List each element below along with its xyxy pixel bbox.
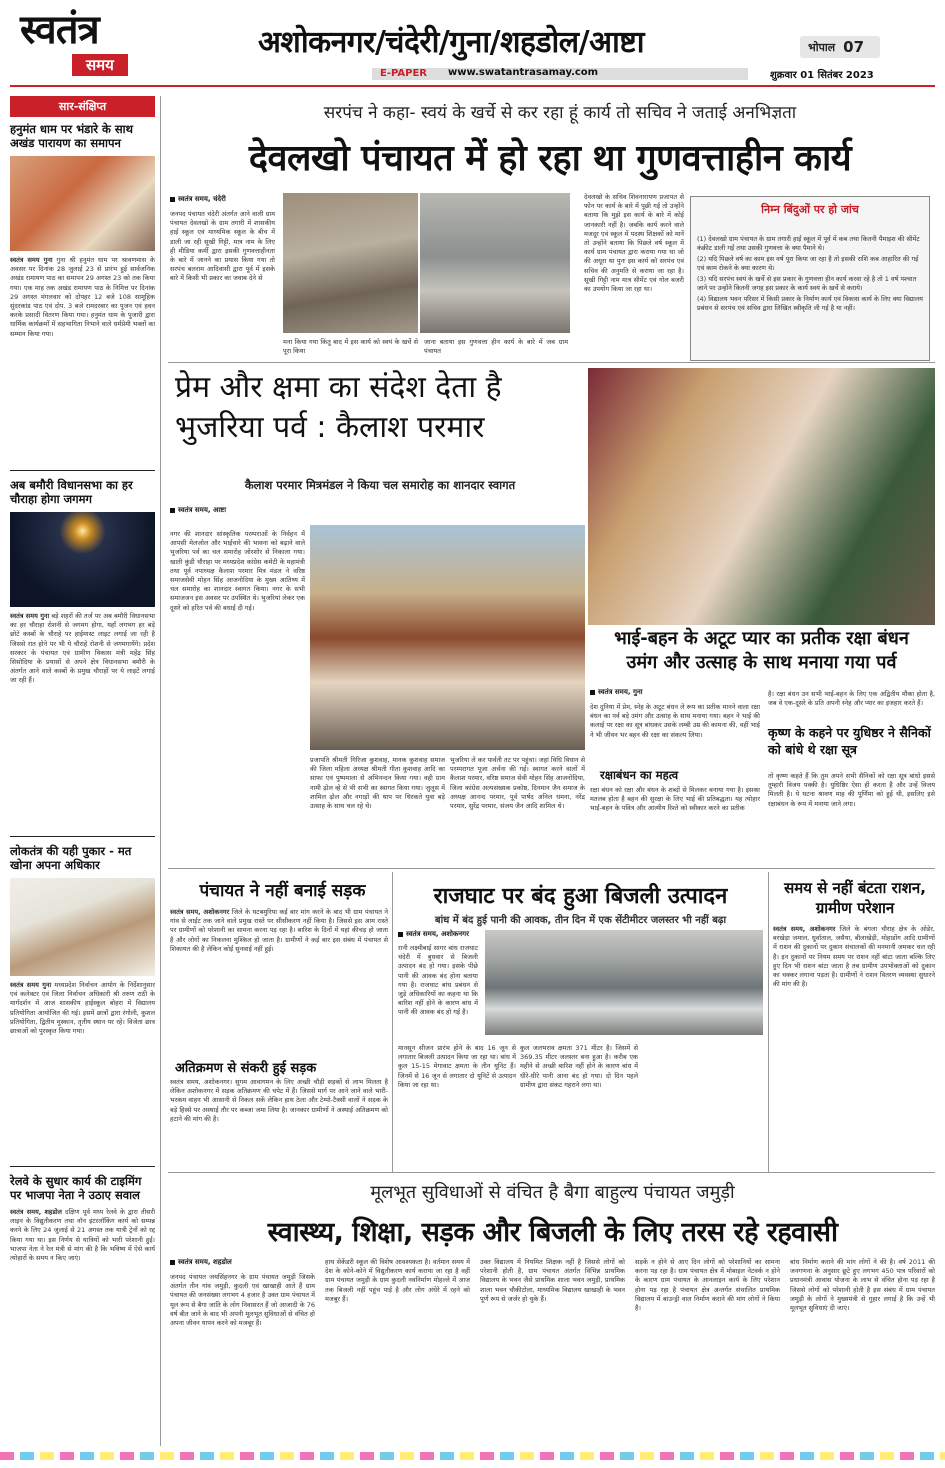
sidebar-divider xyxy=(10,470,155,471)
story2-headline-line2: भुजरिया पर्व : कैलाश परमार xyxy=(175,410,485,445)
story7-byline xyxy=(170,1258,232,1267)
epaper-label: E-PAPER xyxy=(380,68,427,79)
sidebar-item-byline: स्वतंत्र समय गुना xyxy=(10,256,53,264)
sidebar-item-text: मध्यप्रदेश निर्वाचन आयोग के निर्देशानुसार एवं कलेक्टर एवं जिला निर्वाचन अधिकारी श्री तरुण राठी के मार्गदर्शन में आज शासकीय हाईस्कूल बोहरा में विद्यालय प्रतियोगिता आयोजित की गई। इसमें छात्रों द्वारा रंगोली, कुशल प्रतियोगिता, द्वितीय मुस्कान, तृतीय स्थान पर रहे। विजेता छात्र छात्राओं को पुरस्कृत किया गया। xyxy=(10,981,155,1036)
story7-col4: सड़कें न होने से आए दिन लोगों को परेशानियों का सामना करना पड़ रहा है। ग्राम पंचायत क्षेत्र में मोबाइल नेटवर्क न होने के कारण ग्राम पंचायत के आनलाइन कार्य के लिए परेशान होना पड़ रहा है पंचायत क्षेत्र अन्तर्गत संचालित प्राथमिक विद्यालय में बाउन्ड्री वाल निर्माण कराने की मांग लोगों ने किया है। xyxy=(635,1258,780,1313)
sidebar-item xyxy=(10,122,155,338)
sidebar-header: सार-संक्षिप्त xyxy=(10,96,155,117)
story2-col2: प्रजापति श्रीमती गिरिजा कुशवाह, मानक कुशवाह समाज की जिला महिला अध्यक्ष श्रीमती गीता कुशवाह आदि का साफा एवं पुष्पमाला से अभिनन्दन किया गया। वही ग्राम नामी ढ़ोल व्हे से भी सभी का स्वागत किया गया। जुलूस में शामिल ढ़ोल और नगाड़ों की थाप पर थिरकते युवा बड़े उत्साह के साथ चल रहे थे। xyxy=(310,756,445,811)
sidebar-item-headline[interactable]: लोकतंत्र की यही पुकार - मत खोना अपना अधिकार xyxy=(10,844,132,872)
page-number: 07 xyxy=(843,38,865,56)
story1-col4: देवलखो के सचिव शिवनारायण प्रजापत से फोन पर कार्य के बारे में पूछी गई तो उन्होंने बताया कि मुझे इस कार्य के बारे में कोई जानकारी नहीं है। जबकि कार्य करने वाले मजदूर एवं स्कूल में पदस्थ शिक्षकों को मानें तो उन्होंने बताया कि पिछले वर्ष स्कूल में कार्य ग्राम पंचायत द्वारा कराया गया था जो की अधूरा था पुनः इस कार्य को सरपंच एवं सचिव की अनुमति से कराया जा रहा है। सूखी गिट्टी नाम मात्र सीमेंट एवं गोल बजरी का उपयोग किया जा रहा था। xyxy=(584,193,684,294)
rakhi-family-photo xyxy=(588,368,935,625)
inquiry-box-title: निम्न बिंदुओं पर हो जांच xyxy=(761,203,859,216)
story3-headline-line1: भाई-बहन के अटूट प्यार का प्रतीक रक्षा बंधन xyxy=(614,628,909,649)
sidebar-divider xyxy=(10,1166,155,1167)
story6-body-text: जिले के बंगला चौराह क्षेत्र के ओडेर, बरखेड़ा जमाल, धुर्वाताल, जसैया, बीलाखेड़ी, मोहाडोंग आदि ग्रामीणों में राशन की दुकानों पर दुकान संचालकों की मनमानी जमकर चल रही है। इन दुकानों पर नियम समय पर राशन नहीं बांटा जाता बल्कि लिए हुए दिन भी राशन बांटा जाता है तब ग्रामीण उपभोक्ताओं को दुकान का चक्कर लगाना पड़ता है। ग्रामीणों ने राशन वितरण व्यवस्था सुधारने की मांग की है। xyxy=(773,925,935,989)
story3-col2: है। रक्षा बंधन उन सभी भाई-बहन के लिए एक अद्वितीय मौका होता है, जब वे एक-दूसरे के प्रति अपनी स्नेह और प्यार का इजहार करते हैं। xyxy=(768,690,935,708)
story3-col1b: रक्षा बंधन को रक्षा और बंधन के शब्दों से मिलकर बनाया गया है। इसका मतलब होता है बहन की सुरक्षा के लिए भाई की प्रतिबद्धता। यह त्योहार भाई-बहन के पवित्र और आत्मीय रिश्ते को स्वीकार करने का प्रतीक xyxy=(590,786,760,813)
logo[interactable] xyxy=(20,8,160,86)
row3-bottom-rule xyxy=(168,1172,935,1173)
story7-kicker: मूलभूत सुविधाओं से वंचित है बैगा बाहुल्य पंचायत जमुड़ी xyxy=(370,1182,735,1203)
bhujariya-procession-photo xyxy=(310,525,585,750)
story2-deck: कैलाश परमार मित्रमंडल ने किया चल समारोह का शानदार स्वागत xyxy=(244,478,516,492)
story3-subhead: रक्षाबंधन का महत्व xyxy=(600,768,679,782)
story5-column-rule xyxy=(768,872,769,1172)
byline-marker-icon xyxy=(170,197,175,202)
inquiry-point: (2) यदि पिछले वर्ष का काम इस वर्ष पूरा किया जा रहा है तो इसकी राशि कब आहारित की गई एवं काम रोकने के क्या कारण थे। xyxy=(697,255,919,272)
byline-marker-icon xyxy=(590,690,595,695)
story5-col1: रानी लक्ष्मीबाई सागर बांध राजघाट चंदेरी में बुधवार से बिजली उत्पादन बंद हो गया। इसके पीछे पानी की आवक बंद होना बताया गया है। राजघाट बांध प्रबंधन से जुड़े अधिकारियों का कहना था कि बारिश नहीं होने के कारण बांध में पानी की आवक बंद हो गई है। xyxy=(398,944,478,1017)
story3-headline-line2: उमंग और उत्साह के साथ मनाया गया पर्व xyxy=(626,652,897,673)
byline-text: स्वतंत्र समय, शहडोल xyxy=(178,1258,232,1266)
story7-col3: उक्त विद्यालय में नियमित शिक्षक नहीं है जिससे लोगों को परेशानी होती है, ग्राम पंचायत अंतर्गत विभिन्न प्राथमिक विद्यालय के भवन जैसे प्राथमिक शाला भवन जमुड़ी, प्राथमिक शाला भवन चौकीटोला, माध्यमिक विद्यालय खाखाही के भवन पूर्ण रूप से जर्जर हो चुके हैं। xyxy=(480,1258,625,1303)
inquiry-points-box xyxy=(690,196,930,361)
story2-headline[interactable] xyxy=(175,368,580,448)
sidebar-item-byline: स्वतंत्र समय गुना xyxy=(10,981,52,989)
inquiry-point: (3) यदि सरपंच स्वयं के खर्चे से इस प्रकार के गुणवत्ता हीन कार्य करवा रहे है तो 1 वर्ष पश्चात जाने पर उन्होंने कितनी जगह इस प्रकार के कार्य स्वयं के खर्चे से कराये। xyxy=(697,275,917,292)
byline-marker-icon xyxy=(170,1260,175,1265)
story5-col2: मानसून सीजन प्रारंभ होने के बाद 16 जून से लगातार बिजली उत्पादन किया जा रहा था। बांध में कुल 15-15 मेगावाट क्षमता के तीन यूनिट हैं। जिनमें से 16 जून से लगातार दो यूनिटें से उत्पादन किया जा रहा था। xyxy=(398,1044,516,1089)
story4-headline[interactable]: पंचायत ने नहीं बनाई सड़क xyxy=(199,881,366,901)
story2-col3: भुजरिया ले कर पार्वती तट पर पहुंचा। जहां विधि विधान से परम्परागत पूजा अर्चना की गई। स्वागत करने वालों में कैलाश परमार, वरिष्ठ समाज सेवी मोहन सिंह आजनोदिया, जिला कांग्रेस अल्पसंख्यक प्रकोष्ठ, दिनमान जैन समाज के अध्यक्ष आनन्द परमार, पूर्व पार्षद अनिल धमना, नरेंद्र परमार, सुरेंद्र परमार, संजय जैन आदि शामिल थे। xyxy=(450,756,585,811)
story5-headline[interactable]: राजघाट पर बंद हुआ बिजली उत्पादन xyxy=(433,884,728,909)
story3-col1: देश दुनिया में प्रेम, स्नेह के अटूट बंधन ले रूप का प्रतीक मानने वाला रक्षा बंधन का पर्व बड़े उमंग और उत्साह के साथ मनाया गया। बहन ने भाई की कलाई पर रक्षा का सूत्र बांधकर उसके लम्बी उम्र की कामना की, वहीं भाई ने भी जीवन भर बहन की रक्षा का संकल्प लिया। xyxy=(590,703,760,739)
sidebar-item xyxy=(10,844,155,1036)
sidebar-item-headline[interactable]: अब बमौरी विधानसभा का हर चौराहा होगा जगमग xyxy=(10,478,133,506)
story3-byline xyxy=(590,688,643,697)
story6-body xyxy=(773,925,935,1165)
story1-byline xyxy=(170,195,226,204)
masthead xyxy=(0,0,945,92)
story5-col4 xyxy=(642,1044,763,1166)
temple-gathering-photo xyxy=(10,156,155,251)
byline-text: स्वतंत्र समय, आष्टा xyxy=(178,506,227,514)
rajghat-dam-photo xyxy=(485,930,763,1035)
story3-col2b: तो कृष्ण कहते हैं कि तुम अपने सभी सैनिकों को रक्षा सूत्र बांधो इससे तुम्हारी विजय पक्की है। युधिष्ठिर ऐसा ही करता है और उन्हें विजय मिलती है। ये घटना श्रावण माह की पूर्णिमा को हुई थी, इसलिए इसे रक्षाबंधन के रूप में मनाया जाने लगा। xyxy=(768,772,935,808)
sidebar-item-body xyxy=(10,981,155,1161)
sidebar-item-headline[interactable]: रेलवे के सुधार कार्य की टाइमिंग पर भाजपा नेता ने उठाए सवाल xyxy=(10,1174,142,1202)
story4-body2: स्वतंत्र समय, अशोकनगर। सुगम आवागमन के लिए अच्छी चौड़ी सड़कों से लाभ मिलता है लेकिन अशोकनगर में सड़क अतिक्रमण की चपेट में हैं। जिससे मार्ग पर आने जाने वाले भारी-भरकम वाहन भी आसानी से निकल सकें लेकिन हाथ ठेला और टेम्पो-टैक्सी वालों ने सड़क के बड़े हिस्से पर अस्थाई तौर पर कब्जा जमा लिया है। जानकार ग्रामीणों ने अस्थाई अतिक्रमण को हटाने की मांग की है। xyxy=(170,1078,388,1123)
inquiry-point: (4) विद्यालय भवन परिसर में किसी प्रकार के निर्माण कार्य एवं विकास कार्य के लिए क्या विद्यालय प्रबंधन से सरपंच एवं सचिव द्वारा लिखित स्वीकृति ली गई है या नहीं। xyxy=(697,295,923,312)
sidebar-column-rule xyxy=(160,96,161,1446)
sidebar-item-byline: स्वतंत्र समय गुना xyxy=(10,612,50,620)
sidebar-item-byline: स्वतंत्र समय, शहडोल xyxy=(10,1208,62,1216)
sidebar-item xyxy=(10,1174,155,1263)
story2-byline xyxy=(170,506,226,515)
story4-byline: स्वतंत्र समय, अशोकनगर xyxy=(170,908,230,916)
sidebar-item-text: बड़े शहरों की तर्ज पर अब बमौरी विधानसभा का हर चौराहा रोशनी से जगमग होगा, यहाँ लगभग हर बड़े छोटे कस्बों के चौराहे पर हाईमास्ट लाइट लगाई जा रही है जिससे रात होने पर भी ये चौराहे रोशनी से जगमगायेंगे। प्रदेश सरकार के पंचायत एवं ग्रामीण विकास मंत्री महेंद्र सिंह सिसोदिया के प्रयासों से अपने क्षेत्र विधानसभा बमौरी के अंतर्गत आने वाले कस्बों के प्रमुख चौराहों पर ये लाइटें लगाई जा रही हैं। xyxy=(10,612,155,685)
students-rangoli-photo xyxy=(10,878,155,976)
story4-body xyxy=(170,908,388,1053)
story1-bottom-rule xyxy=(168,362,935,363)
story1-col1: जनपद पंचायत चंदेरी अंतर्गत आने वाली ग्राम पंचायत देवलखो के ग्राम तगारी में शासकीय हाई स्कूल एवं माध्यमिक स्कूल के बीच में डाली जा रही सूखी गिट्टी, मात्र नाम के लिए ही मीडिया कर्मी द्वारा इसकी गुणवत्ताहीनता के बारे में जानने का प्रयास किया गया तो सरपंच बलराम आदिवासी द्वारा पूर्व में इसके बारे में किसी भी प्रकार का जवाब देने से xyxy=(170,210,275,283)
byline-marker-icon xyxy=(170,508,175,513)
logo-bottom: समय xyxy=(72,54,128,76)
byline-marker-icon xyxy=(398,932,403,937)
inquiry-point: (1) देवलखो ग्राम पंचायत के ग्राम तगारी हाई स्कूल में पूर्व में कब तथा कितनी पैमाइश की सीमेंट कंक्रीट डाली गई तथा उसकी गुणवत्ता के क्या पैमाने थे। xyxy=(697,235,920,252)
page-number-box xyxy=(800,36,880,58)
construction-photo-1 xyxy=(283,193,418,333)
masthead-rule xyxy=(10,85,935,87)
sidebar-item xyxy=(10,478,155,685)
sidebar-item-text: गुना श्री हनुमंत धाम पर श्रावणमास के अवसर पर दिनांक 28 जुलाई 23 से प्रारंभ हुई सार्वजनिक अखंड रामायण पाठ का समापन 29 अगस्त 23 को तक किया गया। एक माह तक अखंड रामायण पाठ के निमित्त पर दिनांक 29 अगस्त मंगलवार को दोपहर 12 बजे 108 सामूहिक सुंदरकांड पाठ एवं दोप. 3 बजे रामदरबार का पूजन एवं हवन करके प्रसादी वितरण किया गया। हनुमंत धाम के पुजारी द्वारा धार्मिक कार्यक्रमों में सहभागिता निभाने वाले धर्मप्रेमी भक्तों का सम्मान किया गया। xyxy=(10,256,155,338)
construction-photo-2 xyxy=(420,193,570,333)
story6-headline[interactable]: समय से नहीं बंटता राशन, ग्रामीण परेशान xyxy=(784,879,926,917)
row2-bottom-rule xyxy=(168,868,935,869)
story1-photo-caption-2: जाना बताया इस गुणवत्ता हीन कार्य के बारे में जब ग्राम पंचायत xyxy=(424,338,568,355)
story7-col1: जनपद पंचायत जयसिंहनगर के ग्राम पंचायत जमुड़ी जिसके अंतर्गत तीन गांव जमुड़ी, कुदली एवं खाखाही आते हैं ग्राम पंचायत की जनसंख्या लगभग 4 हजार है उक्त ग्राम पंचायत में मूल रूप से बैगा जाति के लोग निवासरत हैं जो आजादी के 76 वर्ष बीत जाने के बाद भी अपनी मूलभूत सुविधाओं से वंचित हो अपना जीवन यापन करने को मजबूर हैं। xyxy=(170,1273,315,1328)
story1-kicker: सरपंच ने कहा- स्वयं के खर्चे से कर रहा हूं कार्य तो सचिव ने जताई अनभिज्ञता xyxy=(323,103,797,123)
story7-col5: बांध निर्माण कराने की मांग लोगों ने की है। वर्ष 2011 की जनगणना के अनुसार छूटे हुए लगभग 450 पात्र परिवारों को प्रधानमंत्री आवास योजना के लाभ से वंचित होना पड़ रहा है जिससे लोगों को परेशानी होती है इस संबंध में ग्राम पंचायत जमुड़ी के लोगों ने मुख्यमंत्री से गुहार लगाई है कि उन्हें भी मूलभूत सुविधाएं दी जाएं। xyxy=(790,1258,935,1313)
story7-headline[interactable]: स्वास्थ्य, शिक्षा, सड़क और बिजली के लिए तरस रहे रहवासी xyxy=(267,1217,838,1248)
logo-top: स्वतंत्र xyxy=(20,6,99,53)
edition-title: अशोकनगर/चंदेरी/गुना/शहडोल/आष्टा xyxy=(258,25,645,60)
city-name: भोपाल xyxy=(808,40,836,54)
story3-headline[interactable] xyxy=(588,627,935,675)
issue-date: शुक्रवार 01 सितंबर 2023 xyxy=(770,70,874,81)
story5-deck: बांध में बंद हुई पानी की आवक, तीन दिन में एक सेंटीमीटर जलस्तर भी नहीं बढ़ा xyxy=(434,915,727,926)
byline-text: स्वतंत्र समय, अशोकनगर xyxy=(406,930,469,938)
sidebar-item-text: दक्षिण पूर्व मध्य रेलवे के द्वारा तीसरी लाइन के विद्युतीकरण तथा नॉन इंटरलॉकिंग कार्य को सम्पन्न करने के लिए 24 जुलाई से 21 अगस्त तक यात्री ट्रेनों को रद्द किया गया था। इस निर्णय से यात्रियों को भारी परेशानी हुई। भाजपा नेता ने रेल मंत्री से मांग की है कि भविष्य में ऐसे कार्य त्योहारों के समय न किए जाएं। xyxy=(10,1208,155,1263)
story4-body-text: जिले के घटबमुरिया कई बार मांग करने के बाद भी ग्राम पंचायत ने गांव से लाईट तक जाने वाले प्रमुख रास्ते पर सीसीकरण नहीं किया है। जिससे इस आम रास्ते पर ग्रामीणों को परेशानी का सामना करना पड़ रहा है। बारिश के दिनों में यहां कीचड़ हो जाता है और लोगों का निकलना मुश्किल हो जाता है। ग्रामीणों ने कई बार इस संबंध में पंचायत से शिकायत की है लेकिन कोई सुनवाई नहीं हुई। xyxy=(170,908,388,953)
story5-byline xyxy=(398,930,469,939)
story2-col1: नगर की शानदार सांस्कृतिक परम्पराओं के निर्वहन में आपसी मेलजोल और भाईचारे की भावना को बढ़ाने वाले भुजरिया पर्व का चल समारोह जोरशोर से निकाला गया। खाती कुंडी चौराहा पर मध्यप्रदेश कांग्रेस कमेटी के महामंत्री तथा पूर्व नपाध्यक्ष कैलाश परमार मित्र मंडल ने वरिष्ठ समाजसेवी मोहन सिंह आजनोदिया के मुख्य आतिथ्य में चल समारोह का शानदार स्वागत किया। नगर के सभी समाजजन इस अवसर पर उपस्थित थे। भुजरियां लेकर एक दूसरे को हरित पर्व की बधाई दी गई। xyxy=(170,530,305,612)
story3-subhead2: कृष्ण के कहने पर युधिष्ठर ने सैनिकों को बांधे थे रक्षा सूत्र xyxy=(768,725,931,757)
website-link[interactable]: www.swatantrasamay.com xyxy=(448,67,599,78)
story4-column-rule xyxy=(392,872,393,1172)
print-registration-strip xyxy=(0,1452,945,1460)
byline-text: स्वतंत्र समय, चंदेरी xyxy=(178,195,226,203)
sidebar-item-body xyxy=(10,612,155,812)
sidebar-item-headline[interactable]: हनुमंत धाम पर भंडारे के साथ अखंड पारायण का समापन xyxy=(10,122,133,150)
sidebar xyxy=(10,96,155,1446)
night-highmast-photo xyxy=(10,512,155,607)
story4-subhead: अतिक्रमण से संकरी हुई सड़क xyxy=(175,1061,317,1076)
story2-headline-line1: प्रेम और क्षमा का संदेश देता है xyxy=(175,370,502,405)
story1-photo-caption-1: मना किया गया किंतु बाद में इस कार्य को स्वयं के खर्चे से पूरा किया xyxy=(283,338,418,355)
story1-headline[interactable]: देवलखो पंचायत में हो रहा था गुणवत्ताहीन कार्य xyxy=(248,138,852,179)
story7-col2: हाथ सेकेंडरी स्कूल की विशेष आवश्यकता है। वर्तमान समय में देश के कोने-कोने में विद्युतीकरण कार्य कराया जा रहा है वहीं ग्राम पंचायत जमुड़ी के ग्राम कुदली नवनिर्माण मोहल्ले में आज तक बिजली नहीं पहुंच पाई है और लोग अंधेरे में रहने को मजबूर हैं। xyxy=(325,1258,470,1303)
sidebar-divider xyxy=(10,836,155,837)
story6-byline: स्वतंत्र समय, अशोकनगर xyxy=(773,925,836,933)
story5-col3: कुल जलभराव क्षमता 371 मीटर है। जिसमें से 369.35 मीटर जलस्तर बना हुआ है। करीब एक महीने से अच्छी बारिश नहीं होने के कारण बांध में धीरे-धीरे पानी आना बंद हो गया। दो दिन पहले ग्रामीण द्वारा संकट गहराने लगा था। xyxy=(520,1044,638,1089)
sidebar-item-body xyxy=(10,1208,155,1444)
byline-text: स्वतंत्र समय, गुना xyxy=(598,688,643,696)
